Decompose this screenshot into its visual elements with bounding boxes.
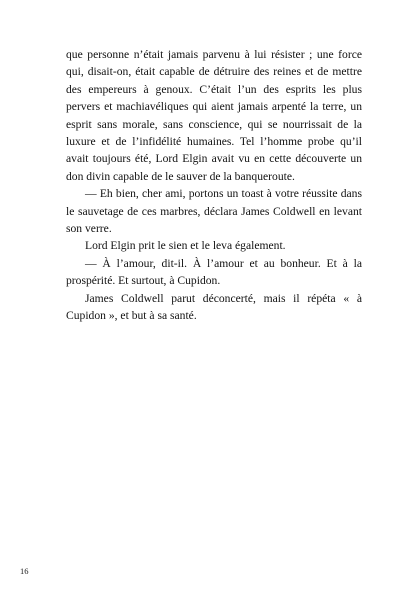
paragraph-dialogue-cupidon: — À l’amour, dit-il. À l’amour et au bonheur. Et à la prospérité. Et surtout, à Cupidon. <box>66 256 362 288</box>
paragraph-coldwell: James Coldwell parut déconcerté, mais il répéta « à Cupidon », et but à sa santé. <box>66 291 362 323</box>
paragraph-continuation: que personne n’était jamais parvenu à lui résister ; une force qui, disait-on, était capable de détruire des reines et de mettre des empereurs à genoux. C’était l’un des esprits les plus pervers et machiavéliques qui aient jamais arpenté la terre, un esprit sans morale, sans conscience, qui se nourrissait de la luxure et de l’infidélité humaines. Tel l’homme probe qu’il avait toujours été, Lord Elgin avait vu en cette découverte un don divin capable de le sauver de la banqueroute. <box>66 48 362 183</box>
paragraph-lord-elgin: Lord Elgin prit le sien et le leva également. <box>85 239 286 253</box>
body-text <box>66 46 362 325</box>
paragraph-dialogue-toast: — Eh bien, cher ami, portons un toast à votre réussite dans le sauvetage de ces marbres, déclara James Coldwell en levant son verre. <box>66 187 362 236</box>
page-number: 16 <box>20 566 29 576</box>
